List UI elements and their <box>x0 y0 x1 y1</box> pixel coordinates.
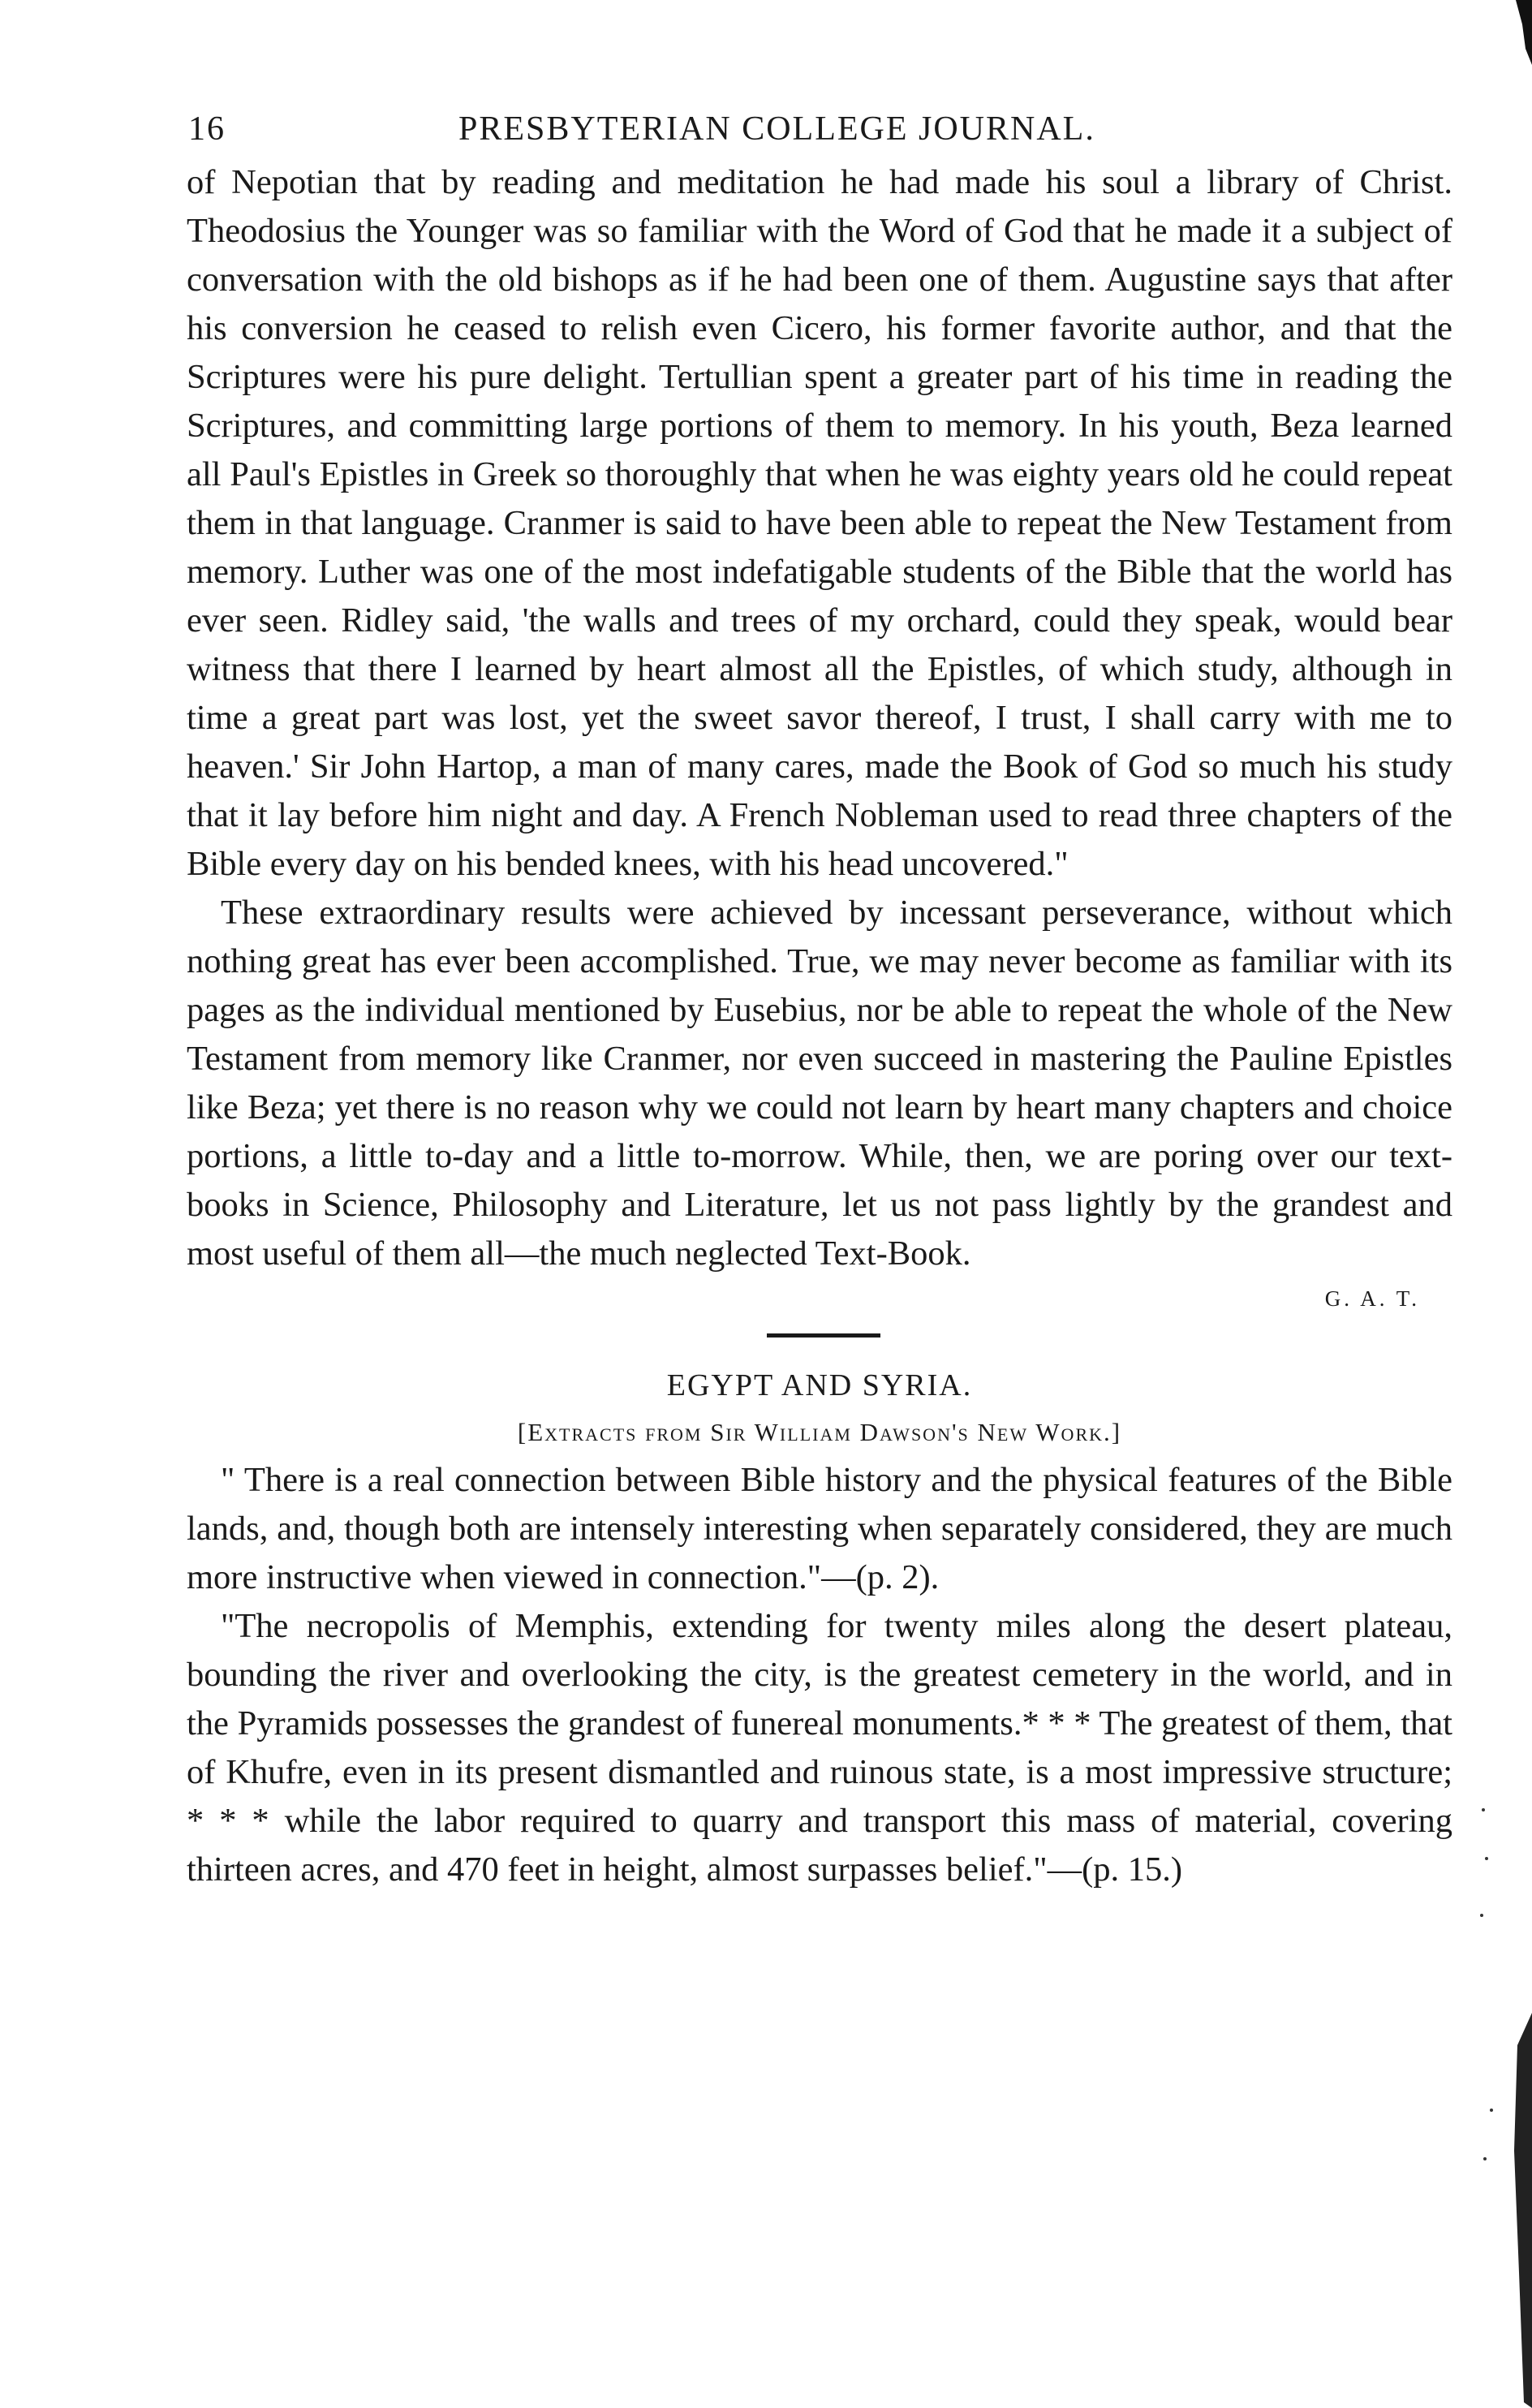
section-divider <box>767 1333 880 1338</box>
journal-title: PRESBYTERIAN COLLEGE JOURNAL. <box>458 110 1095 148</box>
author-signature: G. A. T. <box>1324 1286 1420 1311</box>
page-number: 16 <box>188 110 226 148</box>
running-head <box>187 110 1452 158</box>
article-title: EGYPT AND SYRIA. <box>666 1368 973 1402</box>
article1-paragraph-1: of Nepotian that by reading and meditation he had made his soul a library of Christ. Theodosius the Younger was so familiar with the Word of God that he made it a subject of conversation with the old bishops as if he had been one of them. Augustine says that after his conversion he ceased to relish even Cicero, his former favorite author, and that the Scriptures were his pure delight. Tertullian spent a greater part of his time in reading the Scriptures, and committing large portions of them to memory. In his youth, Beza learned all Paul's Epistles in Greek so thoroughly that when he was eighty years old he could repeat them in that language. Cranmer is said to have been able to repeat the New Testament from memory. Luther was one of the most indefatigable students of the Bible that the world has ever seen. Ridley said, 'the walls and trees of my orchard, could they speak, would bear witness that there I learned by heart almost all the Epistles, of which study, although in time a great part was lost, yet the sweet savor thereof, I trust, I shall carry with me to heaven.' Sir John Hartop, a man of many cares, made the Book of God so much his study that it lay before him night and day. A French Nobleman used to read three chapters of the Bible every day on his bended knees, with his head uncovered." <box>187 163 1452 883</box>
article-subtitle: [Extracts from Sir William Dawson's New Work.] <box>517 1418 1122 1446</box>
article2-paragraph-1: " There is a real connection between Bible history and the physical features of the Bible lands, and, though both are intensely interesting when separately considered, they are much more instructive when viewed in connection."—(p. 2). <box>187 1461 1452 1596</box>
page-edge-specks <box>1467 0 1532 2408</box>
article2-paragraph-2: "The necropolis of Memphis, extending for twenty miles along the desert plateau, bounding the river and overlooking the city, is the greatest cemetery in the world, and in the Pyramids possesses the grandest of funereal monuments.* * * The greatest of them, that of Khufre, even in its present dismantled and ruinous state, is a most impressive structure; * * * while the labor required to quarry and transport this mass of material, covering thirteen acres, and 470 feet in height, almost surpasses belief."—(p. 15.) <box>187 1607 1452 1889</box>
journal-page <box>187 110 1452 1894</box>
article1-paragraph-2: These extraordinary results were achieved by incessant perseverance, without which nothing great has ever been accomplished. True, we may never become as familiar with its pages as the individual mentioned by Eusebius, nor be able to repeat the whole of the New Testament from memory like Cranmer, nor even succeed in mastering the Pauline Epistles like Beza; yet there is no reason why we could not learn by heart many chapters and choice portions, a little to-day and a little to-morrow. While, then, we are poring over our text-books in Science, Philosophy and Literature, let us not pass lightly by the grandest and most useful of them all—the much neglected Text-Book. <box>187 894 1452 1273</box>
